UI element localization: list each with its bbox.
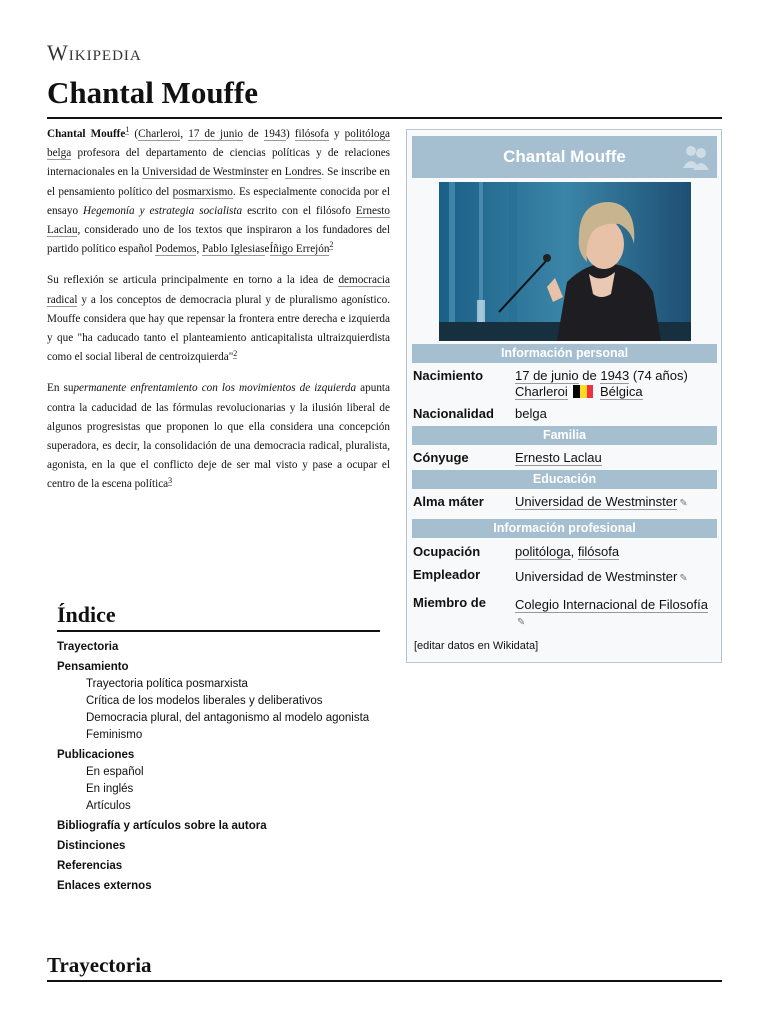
lead-text: , considerado uno de los textos que inspiraron a los fundadores del partido político español bbox=[47, 224, 390, 256]
value-almamater bbox=[515, 494, 715, 512]
ref-link-3[interactable]: 2 bbox=[233, 348, 238, 358]
portrait-image bbox=[439, 182, 691, 341]
link-westminster[interactable]: Universidad de Westminster bbox=[141, 166, 269, 179]
text-de: de bbox=[582, 368, 597, 383]
label-occupation: Ocupación bbox=[413, 544, 481, 559]
lead-text: apunta contra la caducidad de las fórmulas revolucionarias y la ilusión liberal de algunos progresistas que proponen lo que ella considera una concepción superadora, es decir, la consolidación de una democracia radical, pluralista, agonista, en la que el conflicto deje de ser mal visto y pase a ocupar el centro de la escena política bbox=[47, 382, 390, 491]
link-member[interactable]: Colegio Internacional de Filosofía bbox=[515, 597, 708, 612]
link-spouse[interactable]: Ernesto Laclau bbox=[515, 450, 602, 465]
link-democracia-radical[interactable]: democracia radical bbox=[47, 274, 391, 306]
toc-subitem[interactable]: Feminismo bbox=[86, 729, 143, 741]
toc-list bbox=[57, 640, 380, 894]
band-personal: Información personal bbox=[412, 344, 717, 363]
link-birthdate[interactable]: 17 de junio bbox=[188, 128, 244, 140]
value-spouse bbox=[515, 450, 715, 466]
value-employer bbox=[515, 569, 715, 587]
toc-subitem[interactable]: Democracia plural, del antagonismo al modelo agonista bbox=[86, 712, 370, 724]
emphasis: permanente enfrentamiento con los movimientos de izquierda bbox=[73, 382, 357, 395]
toc-item[interactable]: Publicaciones bbox=[57, 749, 135, 761]
lead-section bbox=[47, 125, 390, 507]
link-charleroi[interactable]: Charleroi bbox=[138, 128, 181, 140]
toc-item[interactable]: Trayectoria bbox=[57, 641, 119, 653]
link-birth-date[interactable]: 17 de junio bbox=[515, 368, 579, 383]
label-spouse: Cónyuge bbox=[413, 450, 469, 465]
link-podemos[interactable]: Podemos bbox=[155, 243, 197, 256]
pencil-icon[interactable]: ✎ bbox=[517, 617, 526, 628]
ref-link-2[interactable]: 2 bbox=[329, 240, 334, 250]
label-employer: Empleador bbox=[413, 567, 481, 582]
table-of-contents bbox=[57, 600, 380, 894]
pencil-icon[interactable]: ✎ bbox=[679, 573, 688, 584]
toc-item[interactable]: Referencias bbox=[57, 860, 123, 872]
title-divider bbox=[47, 117, 722, 119]
lead-paragraph-1 bbox=[47, 125, 390, 259]
ref-link-4[interactable]: 3 bbox=[168, 475, 173, 485]
lead-text: . Es especialmente conocida por el ensayo bbox=[47, 185, 391, 217]
label-birth: Nacimiento bbox=[413, 368, 484, 383]
toc-item[interactable]: Enlaces externos bbox=[57, 880, 152, 892]
section-divider bbox=[47, 980, 722, 982]
lead-text: y a los conceptos de democracia plural y de pluralismo agonístico. Mouffe considera que hay que repensar la frontera entre derecha e izquierda y que "ha caducado tanto el planteamiento anticapitalista ultraizquierdista como el social liberal de centroizquierda" bbox=[47, 293, 391, 364]
link-belgium[interactable]: Bélgica bbox=[600, 384, 643, 399]
value-occupation bbox=[515, 544, 715, 560]
infobox bbox=[406, 129, 722, 663]
text-en: en bbox=[271, 166, 282, 179]
infobox-title bbox=[412, 136, 717, 178]
wikipedia-wordmark[interactable]: Wikipedia bbox=[47, 40, 142, 65]
lead-text: profesora del departamento de ciencias políticas y de relaciones internacionales en la bbox=[47, 147, 391, 179]
value-birth bbox=[515, 368, 715, 400]
toc-subitem[interactable]: En inglés bbox=[86, 783, 134, 795]
label-nationality: Nacionalidad bbox=[413, 406, 494, 421]
birth-age: (74 años) bbox=[632, 368, 688, 383]
value-member bbox=[515, 597, 715, 631]
toc-item[interactable]: Bibliografía y artículos sobre la autora bbox=[57, 820, 267, 832]
link-politologa[interactable]: politóloga bbox=[344, 128, 391, 140]
band-education: Educación bbox=[412, 470, 717, 489]
link-filosofa[interactable]: filósofa bbox=[577, 544, 620, 559]
lead-text: escrito con el filósofo bbox=[247, 204, 351, 217]
toc-subitem[interactable]: En español bbox=[86, 766, 144, 778]
text-e: e bbox=[264, 243, 270, 256]
infobox-photo[interactable] bbox=[439, 182, 691, 341]
link-errejon[interactable]: Íñigo Errejón bbox=[269, 243, 330, 256]
people-icon bbox=[681, 142, 711, 172]
link-filosofa[interactable]: filósofa bbox=[294, 128, 329, 140]
paren-open: ( bbox=[134, 128, 139, 140]
link-londres[interactable]: Londres bbox=[284, 166, 322, 179]
band-professional: Información profesional bbox=[412, 519, 717, 538]
value-nationality: belga bbox=[515, 406, 547, 421]
employer-text: Universidad de Westminster bbox=[515, 569, 678, 584]
lead-text: Su reflexión se articula principalmente en torno a la idea de bbox=[47, 274, 334, 287]
text-de: de bbox=[248, 128, 259, 140]
lead-text: . Se inscribe en el pensamiento político del bbox=[47, 166, 390, 198]
link-posmarxismo[interactable]: posmarxismo bbox=[172, 185, 233, 198]
label-member: Miembro de bbox=[413, 595, 486, 610]
belgium-flag-icon bbox=[573, 385, 593, 398]
toc-item[interactable]: Distinciones bbox=[57, 840, 126, 852]
text-y: y bbox=[334, 128, 340, 140]
lead-paragraph-3 bbox=[47, 379, 390, 494]
toc-title: Índice bbox=[57, 602, 116, 627]
lead-paragraph-2 bbox=[47, 271, 390, 367]
comma: , bbox=[180, 128, 184, 140]
infobox-title-text: Chantal Mouffe bbox=[503, 147, 626, 166]
section-heading-trayectoria: Trayectoria bbox=[47, 953, 152, 977]
link-almamater[interactable]: Universidad de Westminster bbox=[515, 494, 678, 509]
link-birth-place[interactable]: Charleroi bbox=[515, 384, 568, 399]
book-title: Hegemonía y estrategia socialista bbox=[83, 204, 243, 217]
link-year[interactable]: 1943 bbox=[263, 128, 287, 140]
toc-subitem[interactable]: Trayectoria política posmarxista bbox=[86, 678, 248, 690]
ref-link-1[interactable]: 1 bbox=[125, 125, 130, 135]
toc-divider bbox=[57, 630, 380, 632]
link-birth-year[interactable]: 1943 bbox=[600, 368, 630, 383]
band-family: Familia bbox=[412, 426, 717, 445]
lead-text: En su bbox=[47, 382, 74, 395]
label-almamater: Alma máter bbox=[413, 494, 484, 509]
link-laclau[interactable]: Ernesto Laclau bbox=[47, 204, 391, 237]
pencil-icon[interactable]: ✎ bbox=[679, 498, 688, 509]
edit-wikidata-link[interactable]: [editar datos en Wikidata] bbox=[414, 640, 539, 652]
toc-subitem[interactable]: Artículos bbox=[86, 800, 131, 812]
link-pablo-iglesias[interactable]: Pablo Iglesias bbox=[202, 243, 265, 256]
subject-name: Chantal Mouffe bbox=[47, 128, 126, 140]
toc-subitem[interactable]: Crítica de los modelos liberales y deliberativos bbox=[86, 695, 323, 707]
toc-item[interactable]: Pensamiento bbox=[57, 661, 129, 673]
page-title: Chantal Mouffe bbox=[47, 75, 258, 110]
comma: , bbox=[570, 544, 575, 559]
link-belga[interactable]: belga bbox=[47, 147, 72, 160]
paren-close: ) bbox=[286, 128, 290, 140]
comma: , bbox=[196, 243, 200, 256]
link-politologa[interactable]: politóloga bbox=[515, 544, 571, 559]
